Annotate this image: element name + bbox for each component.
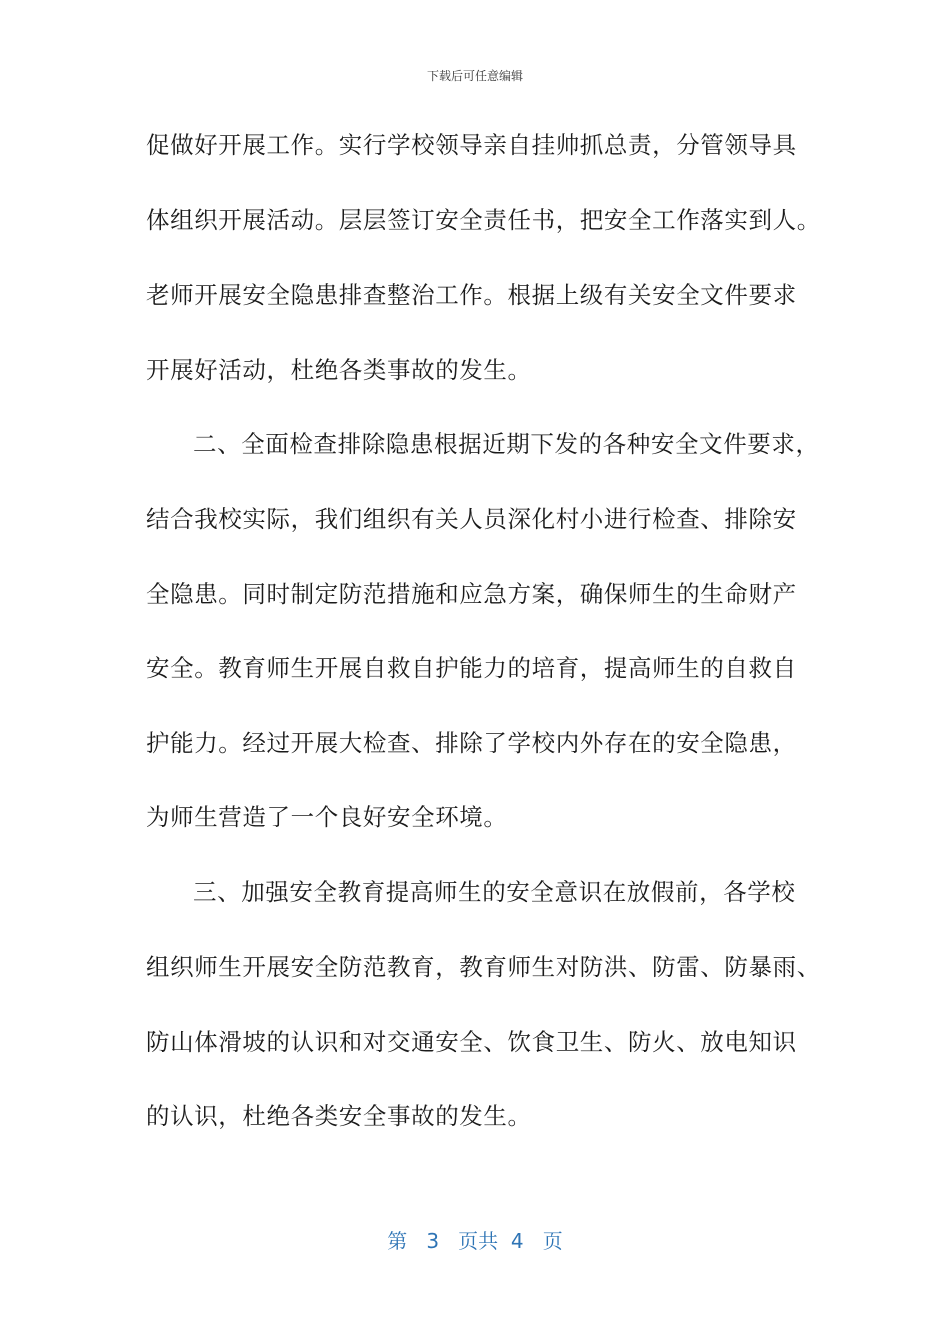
footer-suffix: 页 (542, 1229, 563, 1253)
body-line: 安全。教育师生开展自救自护能力的培育，提高师生的自救自 (146, 654, 797, 682)
body-line: 为师生营造了一个良好安全环境。 (146, 803, 508, 831)
body-line: 体组织开展活动。层层签订安全责任书，把安全工作落实到人。 (146, 206, 821, 234)
footer-prefix: 第 (387, 1229, 408, 1253)
body-line: 促做好开展工作。实行学校领导亲自挂帅抓总责，分管领导具 (146, 131, 797, 159)
body-line: 护能力。经过开展大检查、排除了学校内外存在的安全隐患， (146, 729, 797, 757)
page-footer (0, 1225, 950, 1254)
footer-current-page: 3 (426, 1229, 440, 1253)
body-line: 组织师生开展安全防范教育，教育师生对防洪、防雷、防暴雨、 (146, 953, 821, 981)
body-line: 开展好活动，杜绝各类事故的发生。 (146, 356, 532, 384)
body-line: 结合我校实际，我们组织有关人员深化村小进行检查、排除安 (146, 505, 797, 533)
page-header: 下载后可任意编辑 (426, 69, 523, 83)
body-line: 防山体滑坡的认识和对交通安全、饮食卫生、防火、放电知识 (146, 1028, 797, 1056)
footer-total-pages: 4 (510, 1229, 524, 1253)
paragraph-heading-2: 二、全面检查排除隐患根据近期下发的各种安全文件要求， (193, 430, 820, 458)
body-line: 老师开展安全隐患排查整治工作。根据上级有关安全文件要求 (146, 281, 797, 309)
paragraph-heading-3: 三、加强安全教育提高师生的安全意识在放假前，各学校 (193, 878, 796, 906)
body-line: 的认识，杜绝各类安全事故的发生。 (146, 1102, 532, 1130)
body-line: 全隐患。同时制定防范措施和应急方案，确保师生的生命财产 (146, 580, 797, 608)
footer-middle: 页共 (458, 1229, 499, 1253)
